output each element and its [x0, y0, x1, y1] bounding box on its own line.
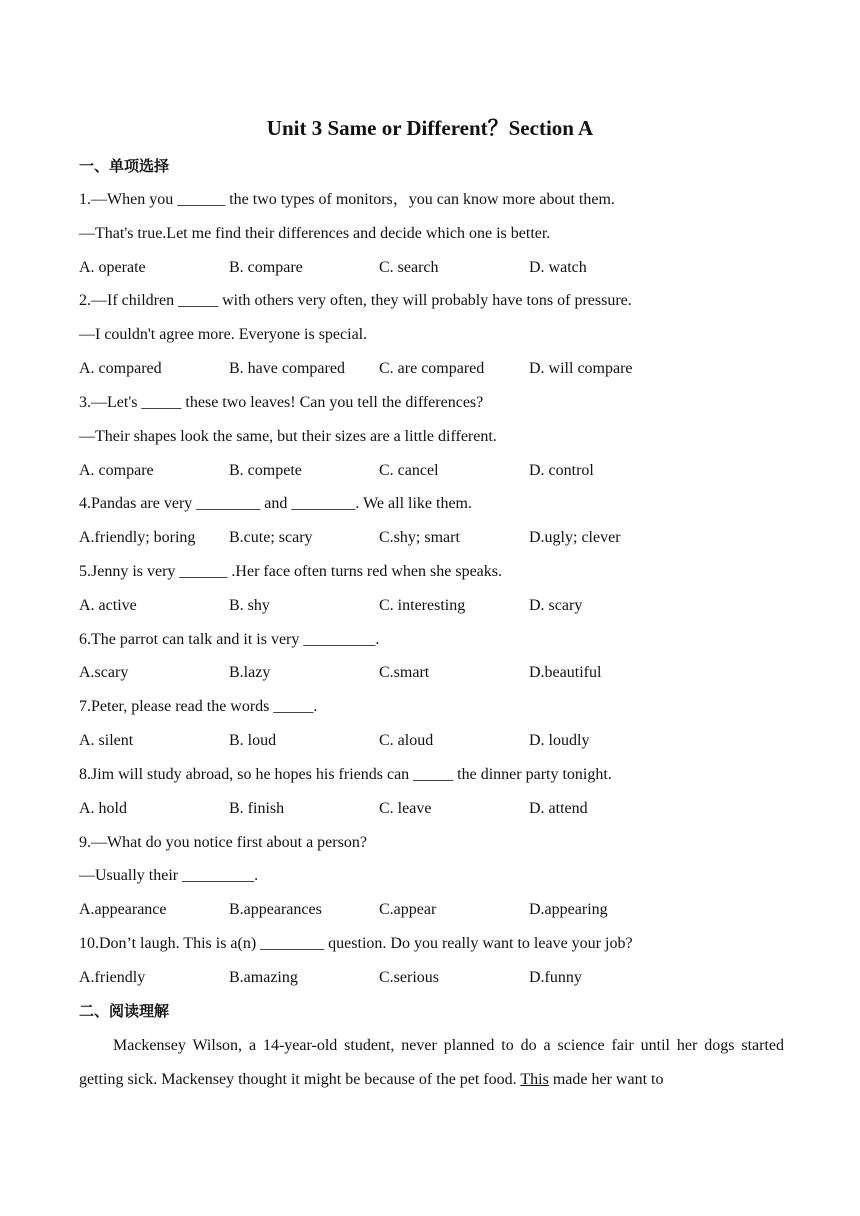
question-5-stem: 5.Jenny is very ______ .Her face often turns red when she speaks.	[79, 563, 502, 580]
question-8-stem: 8.Jim will study abroad, so he hopes his friends can _____ the dinner party tonight.	[79, 766, 612, 783]
option-c: C. search	[379, 259, 439, 276]
question-7-stem: 7.Peter, please read the words _____.	[79, 698, 318, 715]
question-9-stem: 9.—What do you notice first about a person?	[79, 834, 367, 851]
question-1-dialogue: —That's true.Let me find their differences and decide which one is better.	[79, 225, 551, 242]
option-c: C.shy; smart	[379, 529, 460, 546]
option-a: A. compare	[79, 462, 154, 479]
section-heading-multiple-choice: 一、单项选择	[79, 157, 170, 175]
question-5-options	[79, 595, 779, 617]
option-b: B. have compared	[229, 360, 345, 377]
page-title: Unit 3 Same or Different？Section A	[266, 116, 594, 140]
option-a: A. active	[79, 597, 137, 614]
option-b: B.amazing	[229, 969, 298, 986]
option-d: D. will compare	[529, 360, 633, 377]
question-10-options	[79, 967, 779, 989]
option-b: B. finish	[229, 800, 285, 817]
option-a: A. hold	[79, 800, 127, 817]
option-d: D.beautiful	[529, 664, 602, 681]
option-c: C.serious	[379, 969, 439, 986]
question-4-stem: 4.Pandas are very ________ and ________. We all like them.	[79, 495, 472, 512]
question-2-dialogue: —I couldn't agree more. Everyone is special.	[79, 326, 368, 343]
question-6-stem: 6.The parrot can talk and it is very _________.	[79, 631, 380, 648]
option-d: D. watch	[529, 259, 587, 276]
question-6-options	[79, 662, 779, 684]
passage-text-continued: made her want to	[548, 1071, 664, 1088]
option-c: C. are compared	[379, 360, 485, 377]
question-2-options	[79, 358, 779, 380]
option-a: A.friendly	[79, 969, 146, 986]
option-a: A. operate	[79, 259, 146, 276]
option-a: A.friendly; boring	[79, 529, 196, 546]
reading-passage	[79, 1029, 784, 1097]
underlined-word: This	[520, 1071, 549, 1088]
question-8-options	[79, 798, 779, 820]
option-d: D. control	[529, 462, 594, 479]
option-b: B. loud	[229, 732, 277, 749]
question-10-stem: 10.Don’t laugh. This is a(n) ________ question. Do you really want to leave your job?	[79, 935, 633, 952]
question-2-stem: 2.—If children _____ with others very often, they will probably have tons of pressure.	[79, 292, 632, 309]
question-1-stem: 1.—When you ______ the two types of monitors，you can know more about them.	[79, 191, 615, 208]
option-d: D.ugly; clever	[529, 529, 621, 546]
option-b: B.lazy	[229, 664, 271, 681]
option-d: D. scary	[529, 597, 583, 614]
option-b: B. compete	[229, 462, 302, 479]
question-4-options	[79, 527, 779, 549]
question-9-options	[79, 899, 779, 921]
option-d: D.appearing	[529, 901, 608, 918]
option-c: C.smart	[379, 664, 430, 681]
option-c: C. leave	[379, 800, 432, 817]
option-c: C. cancel	[379, 462, 439, 479]
question-1-options	[79, 257, 779, 279]
passage-text: Mackensey Wilson, a 14-year-old student, never planned to do a science fair until her dogs started getting sick. Mackensey thought it might be because of the pet food.	[79, 1037, 784, 1088]
option-b: B.cute; scary	[229, 529, 313, 546]
option-a: A. silent	[79, 732, 134, 749]
option-a: A.scary	[79, 664, 129, 681]
question-3-stem: 3.—Let's _____ these two leaves! Can you tell the differences?	[79, 394, 484, 411]
option-d: D. attend	[529, 800, 588, 817]
question-7-options	[79, 730, 779, 752]
option-a: A. compared	[79, 360, 162, 377]
section-heading-reading: 二、阅读理解	[79, 1002, 170, 1020]
option-a: A.appearance	[79, 901, 167, 918]
option-d: D.funny	[529, 969, 582, 986]
option-c: C. interesting	[379, 597, 466, 614]
question-3-dialogue: —Their shapes look the same, but their sizes are a little different.	[79, 428, 497, 445]
option-d: D. loudly	[529, 732, 590, 749]
question-3-options	[79, 460, 779, 482]
option-c: C.appear	[379, 901, 437, 918]
option-b: B.appearances	[229, 901, 322, 918]
question-9-dialogue: —Usually their _________.	[79, 867, 259, 884]
option-c: C. aloud	[379, 732, 434, 749]
option-b: B. compare	[229, 259, 303, 276]
option-b: B. shy	[229, 597, 270, 614]
